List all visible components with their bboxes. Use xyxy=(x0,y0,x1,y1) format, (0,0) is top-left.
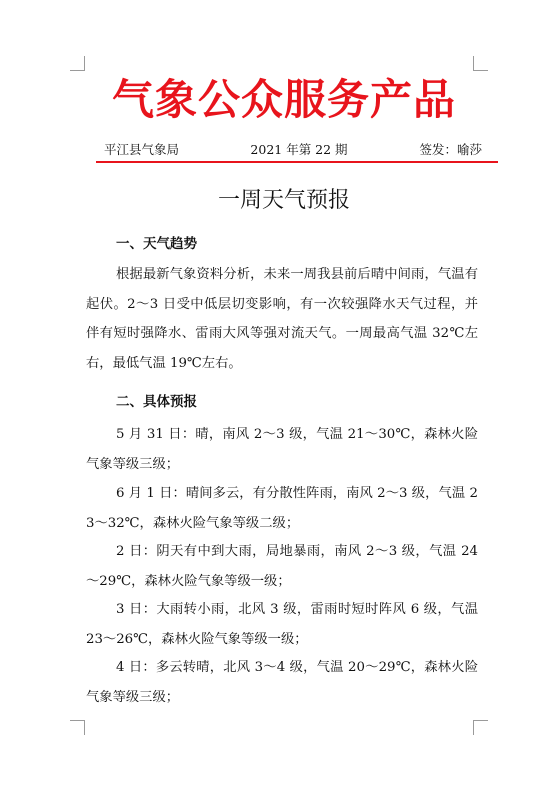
crop-mark-top-right xyxy=(473,56,488,71)
forecast-jun-3: 3 日：大雨转小雨，北风 3 级，雷雨时短时阵风 6 级，气温 23～26℃，森林火险气象等级一级； xyxy=(86,602,478,647)
crop-mark-bottom-right xyxy=(473,720,488,735)
masthead-divider xyxy=(96,161,498,163)
crop-mark-top-left xyxy=(70,56,85,71)
document-title: 一周天气预报 xyxy=(217,188,350,213)
forecast-jun-2: 2 日：阴天有中到大雨，局地暴雨，南风 2～3 级，气温 24～29℃，森林火险气象等级一级； xyxy=(86,544,478,589)
crop-mark-bottom-left xyxy=(70,720,85,735)
forecast-jun-1: 6 月 1 日：晴间多云，有分散性阵雨，南风 2～3 级，气温 23～32℃，森林火险气象等级二级； xyxy=(86,486,478,531)
paragraph-trend: 根据最新气象资料分析，未来一周我县前后晴中间雨，气温有起伏。2～3 日受中低层切变影响，有一次较强降水天气过程，并伴有短时强降水、雷雨大风等强对流天气。一周最高气温 32℃左右，最低气温 19℃左右。 xyxy=(86,267,478,371)
section-heading-trend: 一、天气趋势 xyxy=(116,236,197,252)
forecast-may-31: 5 月 31 日：晴，南风 2～3 级，气温 21～30℃，森林火险气象等级三级； xyxy=(86,427,478,472)
issue-info-row xyxy=(104,140,494,160)
forecast-jun-4: 4 日：多云转晴，北风 3～4 级，气温 20～29℃，森林火险气象等级三级； xyxy=(86,660,478,705)
section-heading-forecast: 二、具体预报 xyxy=(116,394,197,410)
issue-number: 2021 年第 22 期 xyxy=(250,142,348,157)
signer: 签发：喻莎 xyxy=(419,142,482,157)
masthead-title: 气象公众服务产品 xyxy=(111,75,456,124)
issuing-agency: 平江县气象局 xyxy=(104,142,180,157)
